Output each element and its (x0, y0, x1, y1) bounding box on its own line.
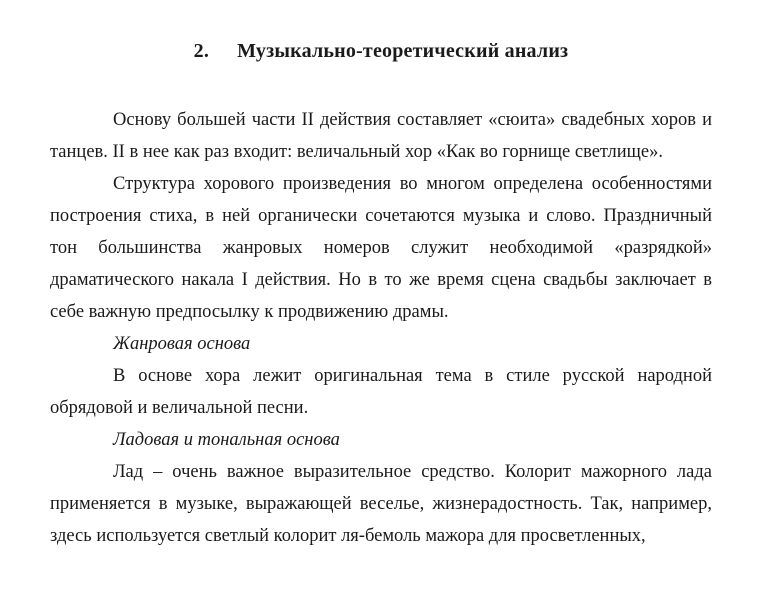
subheading-genre-basis: Жанровая основа (113, 334, 251, 354)
paragraph-suite: Основу большей части II действия составляет «сюита» свадебных хоров и танцев. II в нее как раз входит: величальный хор «Как во горнище светлище». (50, 110, 712, 162)
heading-section-number: 2. (193, 40, 210, 63)
paragraph-structure: Структура хорового произведения во многом определена особенностями построения стиха, в ней органически сочетаются музыка и слово. Праздничный тон большинства жанровых номеров служит необходимой «разрядкой» драматического накала I действия. Но в то же время сцена свадьбы заключает в себе важную предпосылку к продвижению драмы. (50, 174, 712, 322)
heading-title-text: Музыкально-теоретический анализ (237, 40, 569, 63)
page-title (50, 39, 712, 64)
subheading-modal-tonal-basis: Ладовая и тональная основа (113, 430, 340, 450)
paragraph-modal-tonal-basis: Лад – очень важное выразительное средство. Колорит мажорного лада применяется в музыке, выражающей веселье, жизнерадостность. Так, например, здесь используется светлый колорит ля-бемоль мажора для просветленных, (50, 462, 712, 546)
paragraph-genre-basis: В основе хора лежит оригинальная тема в стиле русской народной обрядовой и величальной песни. (50, 366, 712, 418)
document-body (50, 104, 712, 552)
